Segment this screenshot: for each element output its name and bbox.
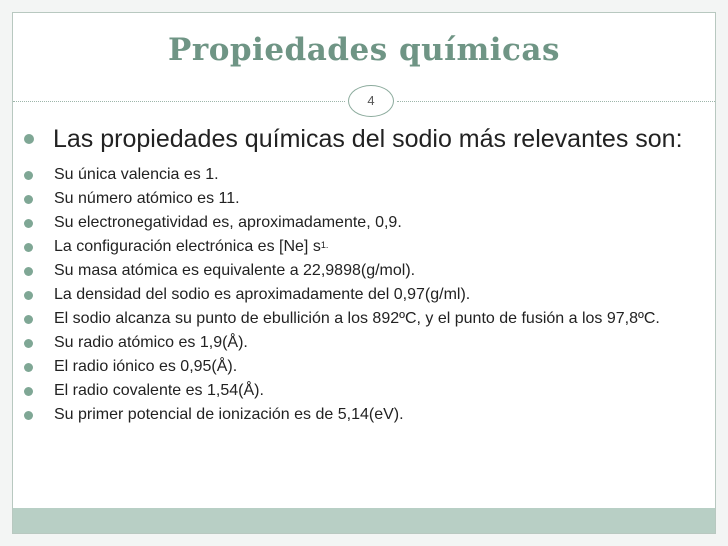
list-item-electronegativity: Su electronegatividad es, aproximadamente, 0,9. [20, 212, 710, 234]
list-item-electron-configuration [20, 236, 710, 258]
configuration-superscript: 1. [320, 240, 329, 250]
list-item-covalent-radius: El radio covalente es 1,54(Å). [20, 380, 710, 402]
list-item-atomic-radius: Su radio atómico es 1,9(Å). [20, 332, 710, 354]
title-divider-left [13, 101, 345, 102]
list-item-atomic-mass: Su masa atómica es equivalente a 22,9898(g/mol). [20, 260, 710, 282]
lead-bullet: Las propiedades químicas del sodio más relevantes son: [20, 124, 710, 154]
list-item-boiling-melting-point: El sodio alcanza su punto de ebullición a los 892ºC, y el punto de fusión a los 97,8ºC. [20, 308, 710, 330]
list-item-ionic-radius: El radio iónico es 0,95(Å). [20, 356, 710, 378]
properties-list [20, 124, 710, 428]
list-item-valence: Su única valencia es 1. [20, 164, 710, 186]
title-divider-right [397, 101, 715, 102]
list-item-atomic-number: Su número atómico es 11. [20, 188, 710, 210]
slide-number-badge: 4 [348, 85, 394, 117]
list-item-density: La densidad del sodio es aproximadamente del 0,97(g/ml). [20, 284, 710, 306]
configuration-text: La configuración electrónica es [Ne] s [54, 238, 321, 255]
list-item-ionization-potential: Su primer potencial de ionización es de 5,14(eV). [20, 404, 710, 426]
footer-band [13, 508, 715, 533]
slide-title: Propiedades químicas [168, 32, 560, 68]
